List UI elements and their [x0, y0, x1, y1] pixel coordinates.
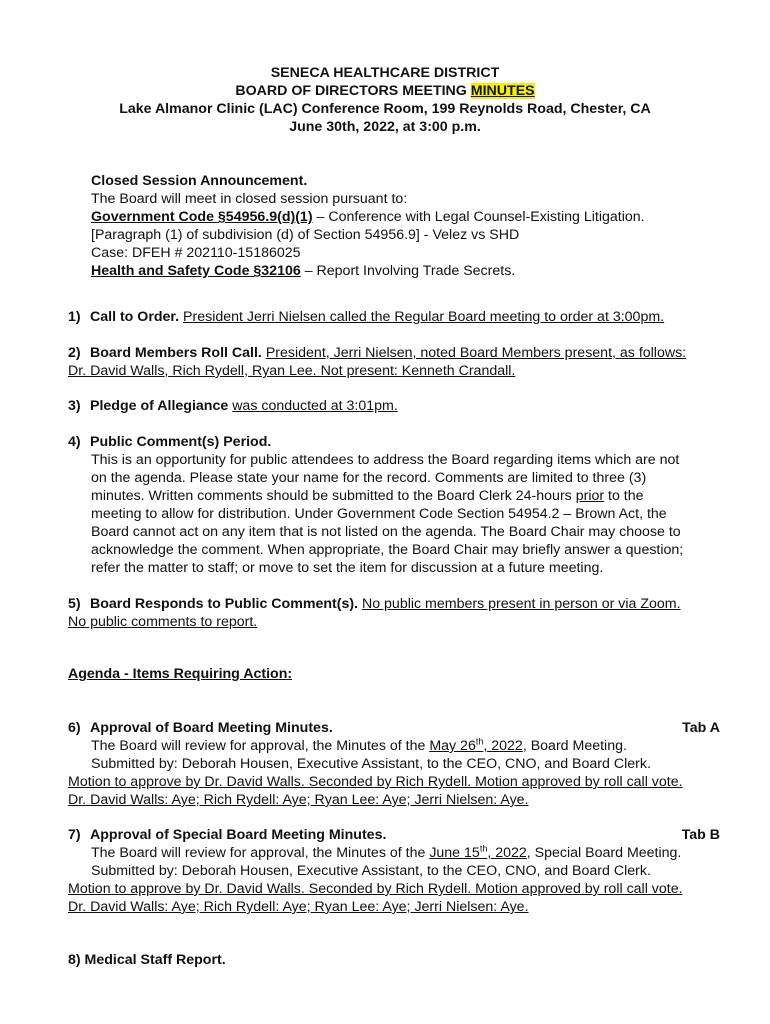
meeting-location: Lake Almanor Clinic (LAC) Conference Room, 199 Reynolds Road, Chester, CA: [119, 101, 651, 117]
district-name: SENECA HEALTHCARE DISTRICT: [270, 65, 500, 81]
tab-b-label: Tab B: [681, 827, 720, 843]
paragraph-line: [Paragraph (1) of subdivision (d) of Section 54956.9] - Velez vs SHD: [91, 227, 520, 243]
meeting-title: BOARD OF DIRECTORS MEETING MINUTES: [235, 83, 535, 99]
case-line: Case: DFEH # 202110-15186025: [91, 245, 301, 261]
meeting-date: June 30th, 2022, at 3:00 p.m.: [289, 119, 481, 135]
item-3: 3) Pledge of Allegiance was conducted at 3:01pm.: [68, 398, 398, 414]
hs-code-line: Health and Safety Code §32106 – Report Involving Trade Secrets.: [91, 263, 516, 279]
item-6: 6) Approval of Board Meeting Minutes. Tab A The Board will review for approval, the Minutes of the May 26th, 2022, Board Meeting. Submitted by: Deborah Housen, Executive Assistant, to the CEO, CNO, and Board Clerk. Motion to approve by Dr. David Walls. Seconded by Rich Rydell. Motion approved by roll call vote. Dr. David Walls: Aye; Rich Rydell: Aye; Ryan Lee: Aye; Jerri Nielsen: Aye.: [68, 720, 720, 808]
closed-session: [68, 172, 751, 280]
item-8: 8) Medical Staff Report.: [68, 952, 226, 968]
document-header: [0, 64, 770, 136]
tab-a-label: Tab A: [682, 720, 720, 736]
agenda-heading: Agenda - Items Requiring Action:: [68, 666, 293, 682]
minutes-highlight: MINUTES: [470, 83, 535, 99]
closed-session-title: Closed Session Announcement.: [91, 173, 308, 189]
item-1: 1) Call to Order. President Jerri Nielsen called the Regular Board meeting to order at 3:00pm.: [68, 309, 665, 325]
item-4: 4) Public Comment(s) Period. This is an opportunity for public attendees to address the Board regarding items which are not on the agenda. Please state your name for the record. Comments are limited to three (3) minutes. Written comments should be submitted to the Board Clerk 24-hours prior to the meeting to allow for distribution. Under Government Code Section 54954.2 – Brown Act, the Board cannot act on any item that is not listed on the agenda. The Board Chair may choose to acknowledge the comment. When appropriate, the Board Chair may briefly answer a question; refer the matter to staff; or move to set the item for discussion at a future meeting.: [68, 434, 684, 576]
closed-session-intro: The Board will meet in closed session pursuant to:: [91, 191, 408, 207]
gov-code-line: Government Code §54956.9(d)(1) – Conference with Legal Counsel-Existing Litigation.: [91, 209, 645, 225]
item-5: 5) Board Responds to Public Comment(s). No public members present in person or via Zoom. No public comments to report.: [68, 596, 681, 630]
item-2: 2) Board Members Roll Call. President, Jerri Nielsen, noted Board Members present, as follows: Dr. David Walls, Rich Rydell, Ryan Lee. Not present: Kenneth Crandall.: [68, 345, 687, 379]
item-7: 7) Approval of Special Board Meeting Minutes. Tab B The Board will review for approval, the Minutes of the June 15th, 2022, Special Board Meeting. Submitted by: Deborah Housen, Executive Assistant, to the CEO, CNO, and Board Clerk. Motion to approve by Dr. David Walls. Seconded by Rich Rydell. Motion approved by roll call vote. Dr. David Walls: Aye; Rich Rydell: Aye; Ryan Lee: Aye; Jerri Nielsen: Aye.: [68, 827, 720, 915]
